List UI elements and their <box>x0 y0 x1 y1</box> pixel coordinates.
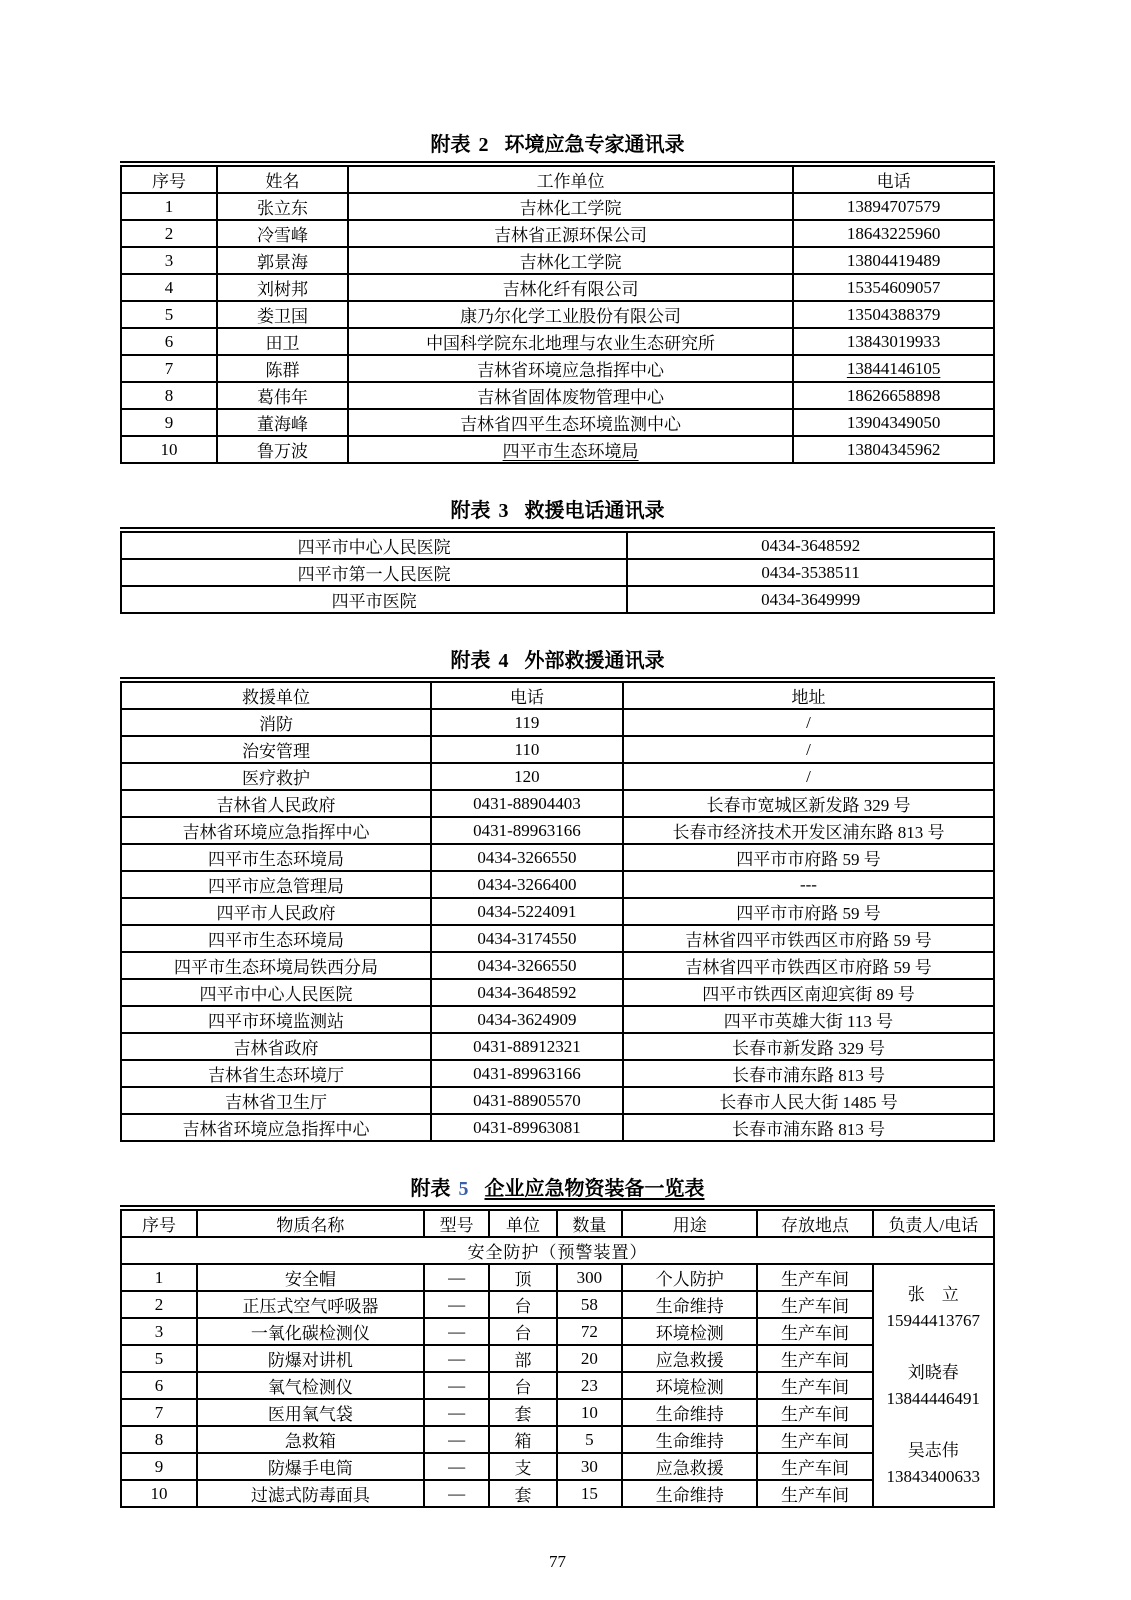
table-cell: 0434-3624909 <box>431 1006 623 1033</box>
table-title-text: 外部救援通讯录 <box>524 650 665 672</box>
table-cell: 18643225960 <box>793 220 994 247</box>
table-title <box>120 650 995 672</box>
column-header: 电话 <box>793 166 994 193</box>
table-row <box>121 1087 994 1114</box>
table-cell: 顶 <box>489 1264 556 1291</box>
column-header: 序号 <box>121 1210 197 1237</box>
table-cell: 防爆对讲机 <box>197 1345 424 1372</box>
table-cell: 0434-3266550 <box>431 952 623 979</box>
responsible-person-cell: 张 立 15944413767 刘晓春 13844446491 吴志伟 13843400633 <box>873 1264 994 1507</box>
table-row <box>121 1480 994 1507</box>
emergency-supplies-table <box>120 1209 995 1508</box>
table-cell: 0434-3538511 <box>627 559 994 586</box>
table-cell: 110 <box>431 736 623 763</box>
table-cell: 8 <box>121 382 217 409</box>
table-cell: 四平市生态环境局铁西分局 <box>121 952 431 979</box>
table-row <box>121 382 994 409</box>
table-cell: 氧气检测仪 <box>197 1372 424 1399</box>
table-cell: 13843019933 <box>793 328 994 355</box>
table-cell: 四平市铁西区南迎宾街 89 号 <box>623 979 994 1006</box>
table-cell: 吉林省生态环境厅 <box>121 1060 431 1087</box>
table-cell: 0434-3174550 <box>431 925 623 952</box>
table-cell: 中国科学院东北地理与农业生态研究所 <box>348 328 793 355</box>
table-cell: 0434-3648592 <box>431 979 623 1006</box>
table-cell: 正压式空气呼吸器 <box>197 1291 424 1318</box>
table-title-number: 3 <box>498 500 509 522</box>
table-title <box>120 134 995 156</box>
table-row <box>121 1060 994 1087</box>
table-row <box>121 844 994 871</box>
table-title-number: 4 <box>498 650 509 672</box>
table-cell: / <box>623 763 994 790</box>
table-cell: 生产车间 <box>757 1318 872 1345</box>
table-row <box>121 952 994 979</box>
table-cell: 生产车间 <box>757 1264 872 1291</box>
table-cell: 吉林化纤有限公司 <box>348 274 793 301</box>
table-cell: 娄卫国 <box>217 301 348 328</box>
table-row <box>121 925 994 952</box>
table-cell: 吉林省固体废物管理中心 <box>348 382 793 409</box>
table-cell: 生产车间 <box>757 1399 872 1426</box>
table-cell: 套 <box>489 1480 556 1507</box>
table-cell: 过滤式防毒面具 <box>197 1480 424 1507</box>
table-cell: 23 <box>557 1372 622 1399</box>
table-cell: 消防 <box>121 709 431 736</box>
table-row <box>121 871 994 898</box>
column-header: 型号 <box>424 1210 489 1237</box>
table-row <box>121 817 994 844</box>
table-cell: 四平市市府路 59 号 <box>623 844 994 871</box>
table-cell: 生产车间 <box>757 1426 872 1453</box>
column-header: 姓名 <box>217 166 348 193</box>
table-cell: 13504388379 <box>793 301 994 328</box>
table-title-text: 环境应急专家通讯录 <box>504 134 685 156</box>
table-cell: 四平市生态环境局 <box>121 925 431 952</box>
table-cell: 7 <box>121 1399 197 1426</box>
table-cell: 董海峰 <box>217 409 348 436</box>
table-cell: 应急救援 <box>622 1345 757 1372</box>
table-title-label: 附表 <box>450 650 491 672</box>
table-cell: 18626658898 <box>793 382 994 409</box>
table-cell: 15354609057 <box>793 274 994 301</box>
table-cell: 3 <box>121 1318 197 1345</box>
external-rescue-table <box>120 681 995 1142</box>
table-border-wrap <box>120 161 995 464</box>
table-cell: 生产车间 <box>757 1480 872 1507</box>
table-cell: 郭景海 <box>217 247 348 274</box>
table-title-label: 附表 <box>450 500 491 522</box>
table-cell: 安全帽 <box>197 1264 424 1291</box>
table-cell: 鲁万波 <box>217 436 348 463</box>
table-cell: --- <box>623 871 994 898</box>
table-cell: / <box>623 736 994 763</box>
table-cell: 吉林化工学院 <box>348 247 793 274</box>
table-row <box>121 409 994 436</box>
table-cell: 13804345962 <box>793 436 994 463</box>
table-cell: 0431-89963166 <box>431 1060 623 1087</box>
table-border-wrap <box>120 677 995 1142</box>
table-cell: 四平市应急管理局 <box>121 871 431 898</box>
table-row <box>121 1114 994 1141</box>
table-cell: 吉林省四平市铁西区市府路 59 号 <box>623 925 994 952</box>
table-cell: 四平市市府路 59 号 <box>623 898 994 925</box>
table-row <box>121 736 994 763</box>
table-cell: 吉林省卫生厅 <box>121 1087 431 1114</box>
table-row <box>121 532 994 559</box>
table-cell: — <box>424 1426 489 1453</box>
table-cell: 9 <box>121 409 217 436</box>
table-row <box>121 193 994 220</box>
table-cell: 58 <box>557 1291 622 1318</box>
table-row <box>121 1264 994 1291</box>
table-cell: 吉林省环境应急指挥中心 <box>121 817 431 844</box>
table-row <box>121 355 994 382</box>
table-cell: 长春市宽城区新发路 329 号 <box>623 790 994 817</box>
table-cell: 吉林省环境应急指挥中心 <box>121 1114 431 1141</box>
table-title-label: 附表 <box>410 1178 451 1200</box>
table-cell: 医疗救护 <box>121 763 431 790</box>
table-cell: 长春市人民大街 1485 号 <box>623 1087 994 1114</box>
column-header: 物质名称 <box>197 1210 424 1237</box>
table-cell: 冷雪峰 <box>217 220 348 247</box>
table-cell: 6 <box>121 328 217 355</box>
column-header: 负责人/电话 <box>873 1210 994 1237</box>
table-cell: 0431-89963166 <box>431 817 623 844</box>
table-cell: 20 <box>557 1345 622 1372</box>
table-row <box>121 586 994 613</box>
table-row <box>121 247 994 274</box>
experts-contact-table <box>120 165 995 464</box>
table-cell: 30 <box>557 1453 622 1480</box>
table-cell: 急救箱 <box>197 1426 424 1453</box>
table-cell: 4 <box>121 274 217 301</box>
table-cell: 吉林化工学院 <box>348 193 793 220</box>
table-cell: 10 <box>557 1399 622 1426</box>
table-cell: 5 <box>121 1345 197 1372</box>
table-cell: 治安管理 <box>121 736 431 763</box>
table-cell: 部 <box>489 1345 556 1372</box>
column-header: 地址 <box>623 682 994 709</box>
table-cell: 10 <box>121 1480 197 1507</box>
table-cell: 72 <box>557 1318 622 1345</box>
table-row <box>121 763 994 790</box>
header-row <box>121 1210 994 1237</box>
table-cell: — <box>424 1345 489 1372</box>
column-header: 工作单位 <box>348 166 793 193</box>
table-cell: 吉林省政府 <box>121 1033 431 1060</box>
table-cell: 台 <box>489 1372 556 1399</box>
table-row <box>121 559 994 586</box>
table-cell: 生产车间 <box>757 1453 872 1480</box>
appendix-table-2-section <box>120 134 995 464</box>
column-header: 单位 <box>489 1210 556 1237</box>
table-cell: — <box>424 1291 489 1318</box>
appendix-table-3-section <box>120 500 995 614</box>
table-row <box>121 790 994 817</box>
table-cell: 10 <box>121 436 217 463</box>
table-cell: — <box>424 1453 489 1480</box>
table-cell: 套 <box>489 1399 556 1426</box>
column-header: 电话 <box>431 682 623 709</box>
table-cell: 陈群 <box>217 355 348 382</box>
table-cell: 生命维持 <box>622 1399 757 1426</box>
table-cell: 5 <box>121 301 217 328</box>
table-row <box>121 1318 994 1345</box>
table-cell: 0431-88912321 <box>431 1033 623 1060</box>
table-cell: 3 <box>121 247 217 274</box>
table-cell: 13894707579 <box>793 193 994 220</box>
table-cell: 0434-3648592 <box>627 532 994 559</box>
table-title <box>120 500 995 522</box>
table-title-text: 企业应急物资装备一览表 <box>484 1178 705 1200</box>
table-cell: 吉林省人民政府 <box>121 790 431 817</box>
table-cell: 1 <box>121 193 217 220</box>
table-cell: — <box>424 1399 489 1426</box>
table-cell: 支 <box>489 1453 556 1480</box>
table-cell: 葛伟年 <box>217 382 348 409</box>
table-cell: 7 <box>121 355 217 382</box>
table-cell: — <box>424 1264 489 1291</box>
table-cell: 防爆手电筒 <box>197 1453 424 1480</box>
table-cell: 四平市第一人民医院 <box>121 559 627 586</box>
table-cell: 四平市中心人民医院 <box>121 532 627 559</box>
table-row <box>121 274 994 301</box>
table-cell: 300 <box>557 1264 622 1291</box>
table-cell: 0431-89963081 <box>431 1114 623 1141</box>
table-cell: 8 <box>121 1426 197 1453</box>
table-cell: 四平市人民政府 <box>121 898 431 925</box>
column-header: 数量 <box>557 1210 622 1237</box>
column-header: 救援单位 <box>121 682 431 709</box>
table-row <box>121 1006 994 1033</box>
table-cell: 四平市生态环境局 <box>348 436 793 463</box>
table-cell: 1 <box>121 1264 197 1291</box>
table-cell: 生命维持 <box>622 1291 757 1318</box>
table-row <box>121 1345 994 1372</box>
table-row <box>121 709 994 736</box>
header-row <box>121 166 994 193</box>
table-cell: 0434-3266550 <box>431 844 623 871</box>
table-cell: 康乃尔化学工业股份有限公司 <box>348 301 793 328</box>
table-cell: 生产车间 <box>757 1372 872 1399</box>
table-cell: 119 <box>431 709 623 736</box>
table-row <box>121 220 994 247</box>
table-cell: 一氧化碳检测仪 <box>197 1318 424 1345</box>
table-row <box>121 1426 994 1453</box>
table-cell: 6 <box>121 1372 197 1399</box>
table-cell: 5 <box>557 1426 622 1453</box>
table-cell: 吉林省正源环保公司 <box>348 220 793 247</box>
table-cell: — <box>424 1318 489 1345</box>
table-cell: 吉林省四平市铁西区市府路 59 号 <box>623 952 994 979</box>
table-cell: 刘树邦 <box>217 274 348 301</box>
table-cell: 生产车间 <box>757 1291 872 1318</box>
appendix-table-5-section <box>120 1178 995 1508</box>
table-title-label: 附表 <box>430 134 471 156</box>
table-cell: 13804419489 <box>793 247 994 274</box>
group-row <box>121 1237 994 1264</box>
table-cell: / <box>623 709 994 736</box>
table-cell: 长春市浦东路 813 号 <box>623 1114 994 1141</box>
table-cell: 应急救援 <box>622 1453 757 1480</box>
table-cell: 0431-88905570 <box>431 1087 623 1114</box>
table-cell: 田卫 <box>217 328 348 355</box>
table-cell: 13904349050 <box>793 409 994 436</box>
table-row <box>121 436 994 463</box>
table-row <box>121 1291 994 1318</box>
table-cell: 2 <box>121 220 217 247</box>
table-border-wrap <box>120 1205 995 1508</box>
group-row-label: 安全防护（预警装置） <box>121 1237 994 1264</box>
table-cell: 生产车间 <box>757 1345 872 1372</box>
table-cell: — <box>424 1372 489 1399</box>
table-title-text: 救援电话通讯录 <box>524 500 665 522</box>
table-row <box>121 1453 994 1480</box>
table-cell: 2 <box>121 1291 197 1318</box>
table-row <box>121 1399 994 1426</box>
table-cell: 台 <box>489 1318 556 1345</box>
table-cell: 吉林省环境应急指挥中心 <box>348 355 793 382</box>
table-cell: 15 <box>557 1480 622 1507</box>
table-title <box>120 1178 995 1200</box>
table-cell: 120 <box>431 763 623 790</box>
table-row <box>121 979 994 1006</box>
table-cell: 13844146105 <box>793 355 994 382</box>
table-border-wrap <box>120 527 995 614</box>
table-cell: 四平市英雄大街 113 号 <box>623 1006 994 1033</box>
table-row <box>121 898 994 925</box>
column-header: 序号 <box>121 166 217 193</box>
table-title-number: 5 <box>458 1178 469 1200</box>
table-cell: 长春市经济技术开发区浦东路 813 号 <box>623 817 994 844</box>
table-cell: 环境检测 <box>622 1372 757 1399</box>
rescue-phone-table <box>120 531 995 614</box>
table-cell: 长春市浦东路 813 号 <box>623 1060 994 1087</box>
table-cell: 四平市环境监测站 <box>121 1006 431 1033</box>
header-row <box>121 682 994 709</box>
table-cell: 环境检测 <box>622 1318 757 1345</box>
table-cell: 张立东 <box>217 193 348 220</box>
table-title-number: 2 <box>478 134 489 156</box>
table-row <box>121 1372 994 1399</box>
table-row <box>121 1033 994 1060</box>
table-cell: 9 <box>121 1453 197 1480</box>
table-cell: 0434-3266400 <box>431 871 623 898</box>
table-cell: 台 <box>489 1291 556 1318</box>
table-cell: 个人防护 <box>622 1264 757 1291</box>
table-cell: 四平市生态环境局 <box>121 844 431 871</box>
table-cell: 吉林省四平生态环境监测中心 <box>348 409 793 436</box>
table-cell: 0434-3649999 <box>627 586 994 613</box>
table-cell: 0431-88904403 <box>431 790 623 817</box>
table-cell: 四平市医院 <box>121 586 627 613</box>
column-header: 用途 <box>622 1210 757 1237</box>
column-header: 存放地点 <box>757 1210 872 1237</box>
page-number: 77 <box>549 1552 566 1571</box>
table-cell: 0434-5224091 <box>431 898 623 925</box>
table-row <box>121 301 994 328</box>
table-cell: 生命维持 <box>622 1480 757 1507</box>
table-cell: 医用氧气袋 <box>197 1399 424 1426</box>
table-cell: 长春市新发路 329 号 <box>623 1033 994 1060</box>
table-cell: 四平市中心人民医院 <box>121 979 431 1006</box>
appendix-table-4-section <box>120 650 995 1142</box>
table-row <box>121 328 994 355</box>
table-cell: 生命维持 <box>622 1426 757 1453</box>
table-cell: 箱 <box>489 1426 556 1453</box>
table-cell: — <box>424 1480 489 1507</box>
